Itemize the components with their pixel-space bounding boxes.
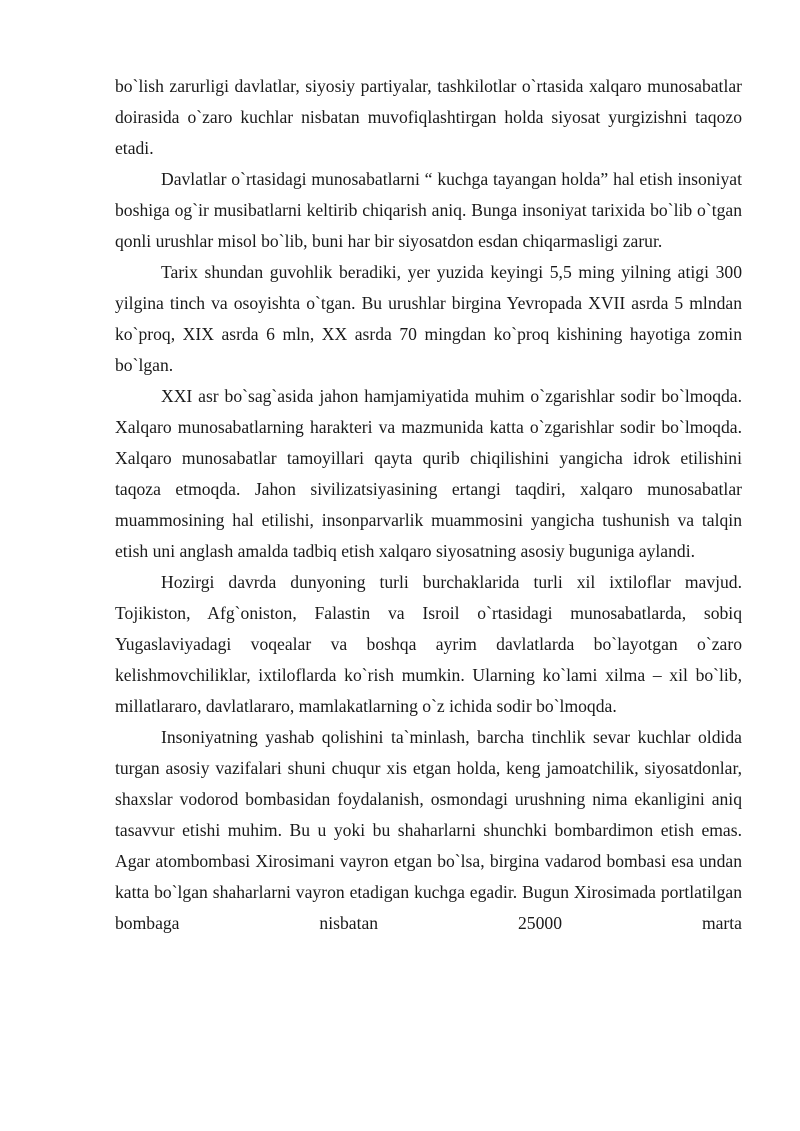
document-page [115, 71, 742, 939]
paragraph-1: bo`lish zarurligi davlatlar, siyosiy partiyalar, tashkilotlar o`rtasida xalqaro munosabatlar doirasida o`zaro kuchlar nisbatan muvofiqlashtirgan holda siyosat yurgizishni taqozo etadi. [115, 76, 742, 158]
paragraph-5: Hozirgi davrda dunyoning turli burchaklarida turli xil ixtiloflar mavjud. Tojikiston, Afg`oniston, Falastin va Isroil o`rtasidagi munosabatlarda, sobiq Yugaslaviyadagi voqealar va boshqa ayrim davlatlarda bo`layotgan o`zaro kelishmovchiliklar, ixtiloflarda ko`rish mumkin. Ularning ko`lami xilma – xil bo`lib, millatlararo, davlatlararo, mamlakatlarning o`z ichida sodir bo`lmoqda. [115, 572, 742, 716]
paragraph-2: Davlatlar o`rtasidagi munosabatlarni “ kuchga tayangan holda” hal etish insoniyat boshiga og`ir musibatlarni keltirib chiqarish aniq. Bunga insoniyat tarixida bo`lib o`tgan qonli urushlar misol bo`lib, buni har bir siyosatdon esdan chiqarmasligi zarur. [115, 169, 742, 251]
paragraph-3: Tarix shundan guvohlik beradiki, yer yuzida keyingi 5,5 ming yilning atigi 300 yilgina tinch va osoyishta o`tgan. Bu urushlar birgina Yevropada XVII asrda 5 mlndan ko`proq, XIX asrda 6 mln, XX asrda 70 mingdan ko`proq kishining hayotiga zomin bo`lgan. [115, 262, 742, 375]
paragraph-6: Insoniyatning yashab qolishini ta`minlash, barcha tinchlik sevar kuchlar oldida turgan asosiy vazifalari shuni chuqur xis etgan holda, keng jamoatchilik, siyosatdonlar, shaxslar vodorod bombasidan foydalanish, osmondagi urushning nima ekanligini aniq tasavvur etishi muhim. Bu u yoki bu shaharlarni shunchki bombardimon etish emas. Agar atombombasi Xirosimani vayron etgan bo`lsa, birgina vadarod bombasi esa undan katta bo`lgan shaharlarni vayron etadigan kuchga egadir. Bugun Xirosimada portlatilgan bombaga nisbatan 25000 marta [115, 727, 742, 933]
paragraph-4: XXI asr bo`sag`asida jahon hamjamiyatida muhim o`zgarishlar sodir bo`lmoqda. Xalqaro munosabatlarning harakteri va mazmunida katta o`zgarishlar sodir bo`lmoqda. Xalqaro munosabatlar tamoyillari qayta qurib chiqilishini yangicha idrok etilishini taqoza etmoqda. Jahon sivilizatsiyasining ertangi taqdiri, xalqaro munosabatlar muammosining hal etilishi, insonparvarlik muammosini yangicha tushunish va talqin etish uni anglash amalda tadbiq etish xalqaro siyosatning asosiy buguniga aylandi. [115, 386, 742, 561]
